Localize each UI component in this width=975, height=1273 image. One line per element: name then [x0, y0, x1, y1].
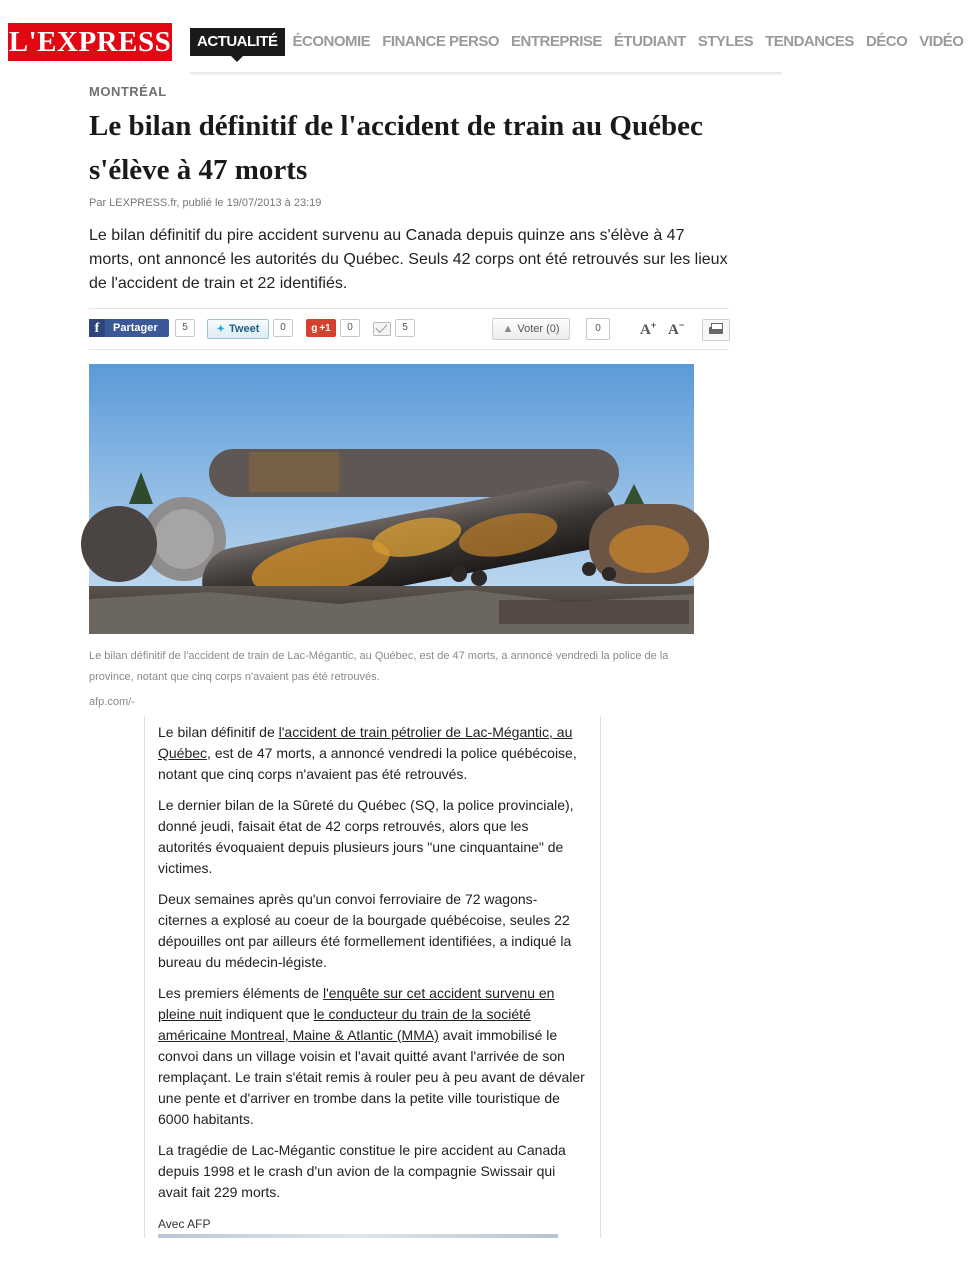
font-increase-sign: + — [650, 320, 657, 330]
twitter-tweet-button[interactable] — [207, 319, 269, 339]
vote-button[interactable] — [492, 318, 570, 340]
nav-divider — [190, 72, 782, 76]
link-conducteur-mma[interactable]: le conducteur du train de la société américaine Montreal, Maine & Atlantic (MMA) — [158, 1006, 531, 1043]
photo-credit: afp.com/- — [89, 696, 135, 708]
facebook-share-label: Partager — [113, 322, 158, 334]
paragraph-5: La tragédie de Lac-Mégantic constitue le pire accident au Canada depuis 1998 et le crash d'un avion de la compagnie Swissair qui avait fait 229 morts. — [158, 1142, 566, 1200]
article-lead: Le bilan définitif du pire accident survenu au Canada depuis quinze ans s'élève à 47 morts, ont annoncé les autorités du Québec. Seuls 42 corps ont été retrouvés sur les lieux de l'accident de train et 22 identifiés. — [89, 227, 728, 292]
site-logo[interactable]: L'EXPRESS — [8, 23, 172, 61]
nav-item-styles[interactable]: STYLES — [697, 33, 754, 50]
twitter-count: 0 — [273, 319, 293, 337]
vote-label: Voter (0) — [517, 323, 560, 335]
font-decrease-label: A — [668, 322, 679, 338]
paragraph-2: Le dernier bilan de la Sûreté du Québec (SQ, la police provinciale), donné jeudi, faisait état de 42 corps retrouvés, alors que les autorités évoquaient depuis plusieurs jours "une cinquantaine" de victimes. — [158, 797, 574, 876]
nav-item-video[interactable]: VIDÉO — [919, 33, 964, 50]
section-kicker[interactable]: MONTRÉAL — [89, 84, 167, 99]
paragraph-4-text-mid: indiquent que — [221, 1006, 314, 1022]
link-accident-lac-megantic[interactable]: l'accident de train pétrolier de Lac-Mégantic, au Québec — [158, 724, 573, 761]
nav-item-entreprise[interactable]: ENTREPRISE — [511, 33, 602, 50]
font-decrease-button[interactable] — [668, 320, 684, 339]
print-icon[interactable] — [702, 319, 730, 341]
email-share-count: 5 — [395, 319, 415, 337]
link-enquete[interactable]: l'enquête sur cet accident survenu en pleine nuit — [158, 985, 555, 1022]
font-increase-label: A — [640, 322, 651, 338]
twitter-tweet-label: Tweet — [229, 323, 260, 335]
nav-item-economie[interactable]: ÉCONOMIE — [292, 33, 371, 50]
byline: Par LEXPRESS.fr, publié le 19/07/2013 à 23:19 — [89, 197, 322, 209]
nav-item-finance-perso[interactable]: FINANCE PERSO — [382, 33, 500, 50]
paragraph-1 — [158, 722, 586, 785]
facebook-icon: f — [89, 319, 105, 337]
paragraph-1-text: Le bilan définitif de — [158, 724, 279, 740]
main-nav — [190, 28, 975, 56]
nav-item-tendances[interactable]: TENDANCES — [765, 33, 854, 50]
photo-caption: Le bilan définitif de l'accident de train de Lac-Mégantic, au Québec, est de 47 morts, a annoncé vendredi la police de la province, notant que cinq corps n'avaient pas été retrouvés. — [89, 650, 669, 683]
google-plus-icon: g — [311, 322, 318, 334]
font-increase-button[interactable] — [640, 320, 656, 339]
paragraph-4 — [158, 983, 586, 1130]
nav-item-deco[interactable]: DÉCO — [865, 33, 908, 50]
google-plus-label: +1 — [319, 322, 331, 334]
facebook-share-button[interactable] — [89, 319, 169, 337]
article-photo — [89, 364, 694, 634]
paragraph-4-text-end: avait immobilisé le convoi dans un village voisin et l'avait quitté avant l'arrivée de son remplaçant. Le train s'était remis à rouler peu à peu avant de dévaler une pente et d'arriver en trombe dans la petite ville touristique de 6000 habitants. — [158, 1027, 585, 1127]
paragraph-4-text: Les premiers éléments de — [158, 985, 323, 1001]
email-share-icon[interactable] — [373, 322, 391, 336]
article-source: Avec AFP — [158, 1217, 211, 1231]
google-plus-button[interactable] — [306, 319, 336, 337]
facebook-share-count: 5 — [175, 319, 195, 337]
article-title: Le bilan définitif de l'accident de train au Québec s'élève à 47 morts — [89, 110, 703, 186]
share-bar — [89, 308, 729, 350]
font-decrease-sign: − — [678, 320, 685, 330]
article-body — [158, 722, 586, 1213]
paragraph-1-text-end: , est de 47 morts, a annoncé vendredi la police québécoise, notant que cinq corps n'avaient pas été retrouvés. — [158, 745, 577, 782]
twitter-bird-icon: ✦ — [216, 323, 226, 335]
train-wreck-image — [89, 364, 694, 634]
nav-item-actualite[interactable]: ACTUALITÉ — [190, 28, 285, 56]
google-plus-count: 0 — [340, 319, 360, 337]
nav-item-etudiant[interactable]: ÉTUDIANT — [613, 33, 686, 50]
vote-count: 0 — [586, 318, 610, 340]
next-image-strip — [158, 1234, 558, 1238]
thumbs-up-icon: ▲ — [502, 323, 514, 335]
paragraph-3: Deux semaines après qu'un convoi ferroviaire de 72 wagons-citernes a explosé au coeur de la bourgade québécoise, seules 22 dépouilles ont par ailleurs été formellement identifiées, a indiqué la bureau du médecin-légiste. — [158, 891, 572, 970]
